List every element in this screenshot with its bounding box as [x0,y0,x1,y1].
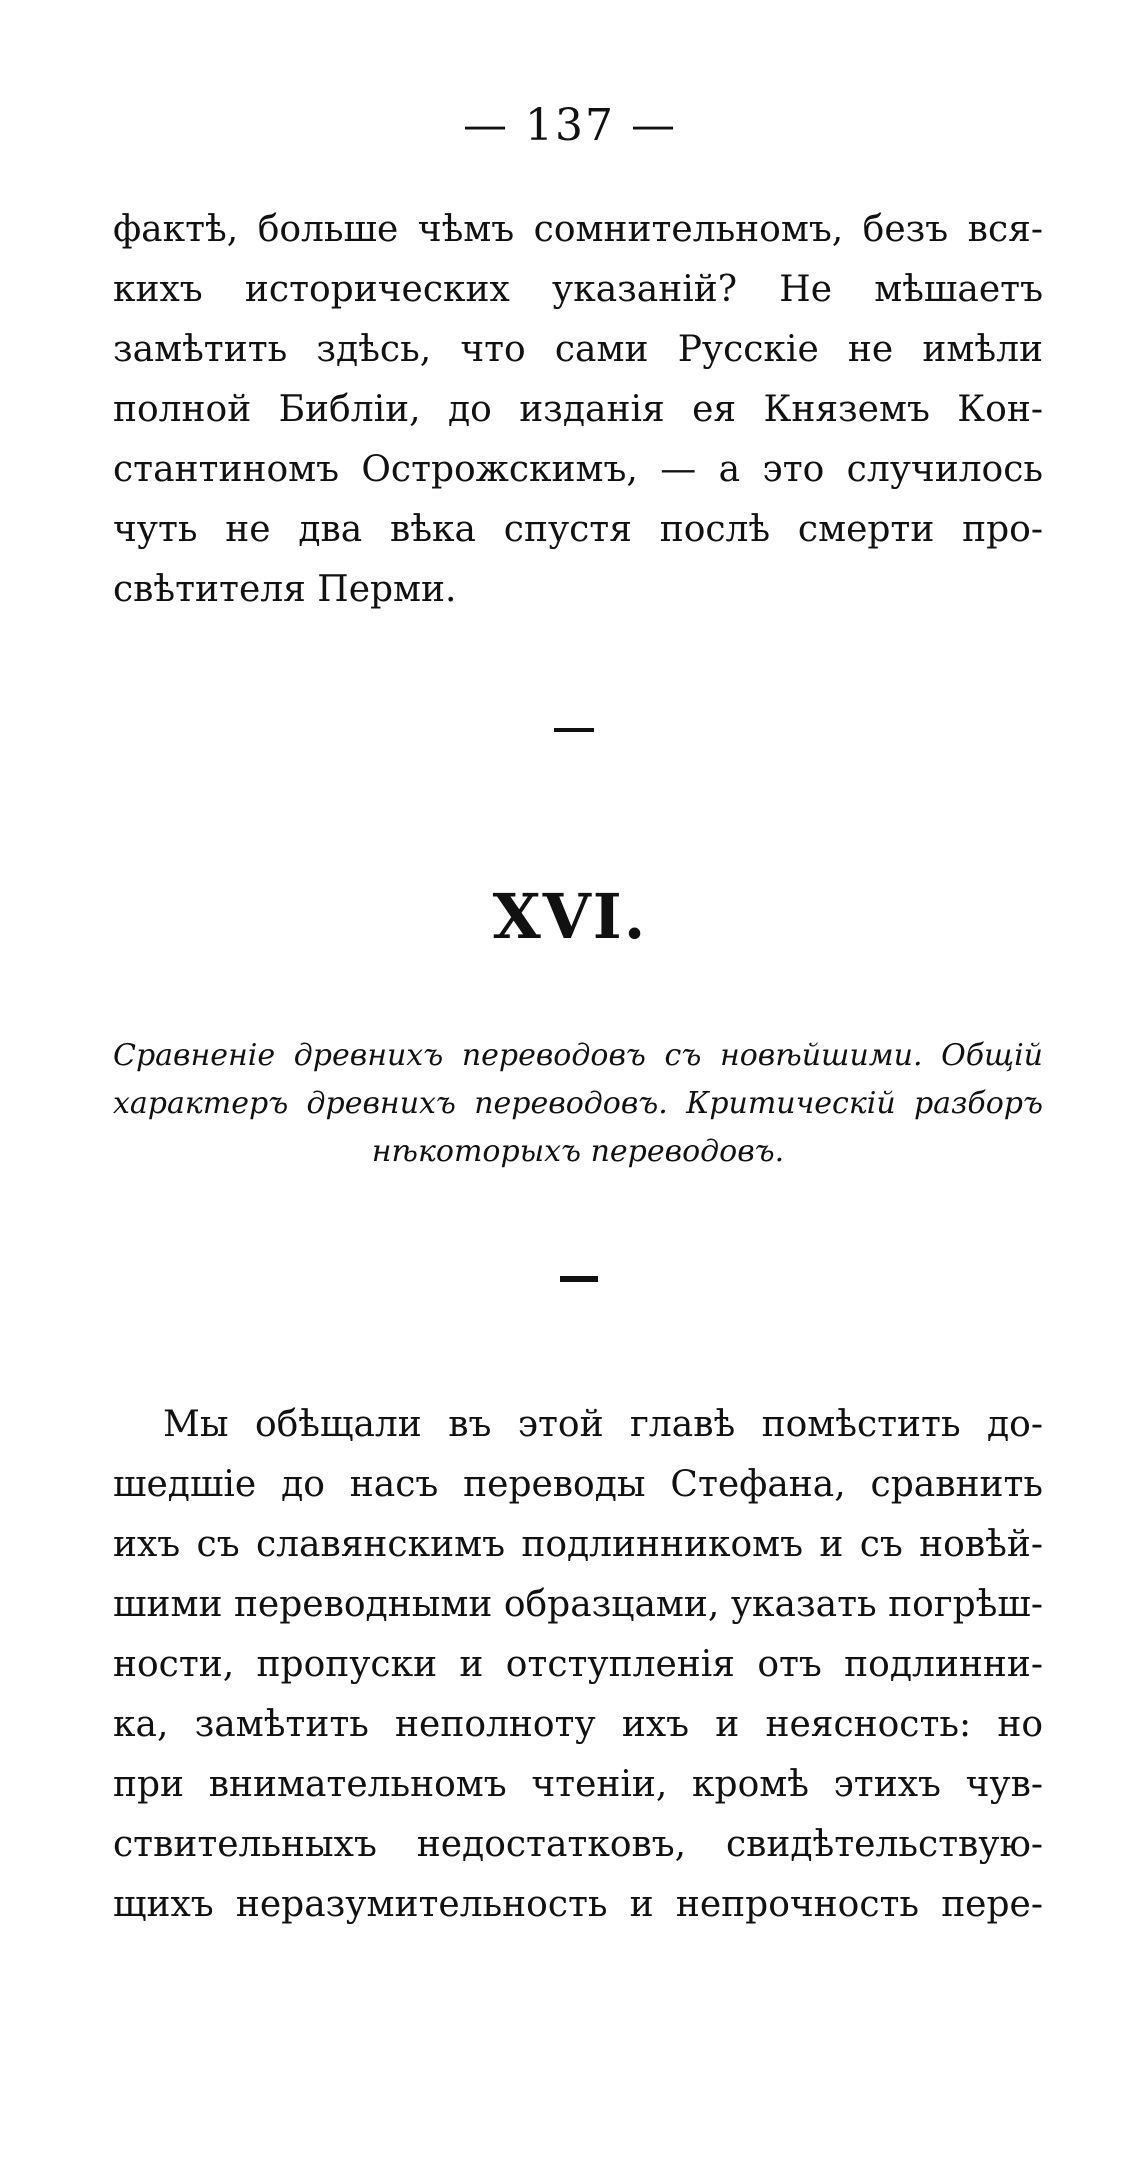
paragraph-2 [113,1395,1043,1935]
summary-line: нѣкоторыхъ переводовъ. [371,1134,785,1169]
paragraph-1 [113,200,1043,620]
text-line: замѣтить здѣсь, что сами Русскіе не имѣли [113,329,1043,370]
text-line: стантиномъ Острожскимъ, — а это случилось [113,449,1043,490]
text-line: фактѣ, больше чѣмъ сомнительномъ, безъ вся- [113,209,1043,250]
text-line: шими переводными образцами, указать погрѣш- [113,1584,1043,1625]
text-line: ствительныхъ недостатковъ, свидѣтельствую- [113,1824,1043,1865]
text-line: Мы обѣщали въ этой главѣ помѣстить до- [163,1404,1043,1445]
section-divider [560,1276,598,1282]
text-line: ности, пропуски и отступленія отъ подлинни- [113,1644,1043,1685]
text-line: при внимательномъ чтеніи, кромѣ этихъ чув- [113,1764,1043,1805]
text-line: ихъ съ славянскимъ подлинникомъ и съ новѣй- [113,1524,1043,1565]
text-line: ка, замѣтить неполноту ихъ и неясность: но [113,1704,1043,1745]
section-divider [554,728,594,732]
text-line: кихъ исторических указаній? Не мѣшаетъ [113,269,1043,310]
text-line: щихъ неразумительность и непрочность пере- [113,1884,1043,1925]
text-line: шедшіе до насъ переводы Стефана, сравнить [113,1464,1043,1505]
text-line: полной Библіи, до изданія ея Княземъ Кон- [113,389,1043,430]
summary-line: Сравненіе древнихъ переводовъ съ новѣйшими. Общій [113,1038,1043,1073]
text-line: чуть не два вѣка спустя послѣ смерти про- [113,509,1043,550]
page-number: — 137 — [463,100,677,151]
chapter-summary [113,1032,1043,1176]
summary-line: характеръ древнихъ переводовъ. Критическій разборъ [113,1086,1043,1121]
chapter-heading: XVI. [492,880,648,953]
text-line: свѣтителя Перми. [113,569,457,610]
